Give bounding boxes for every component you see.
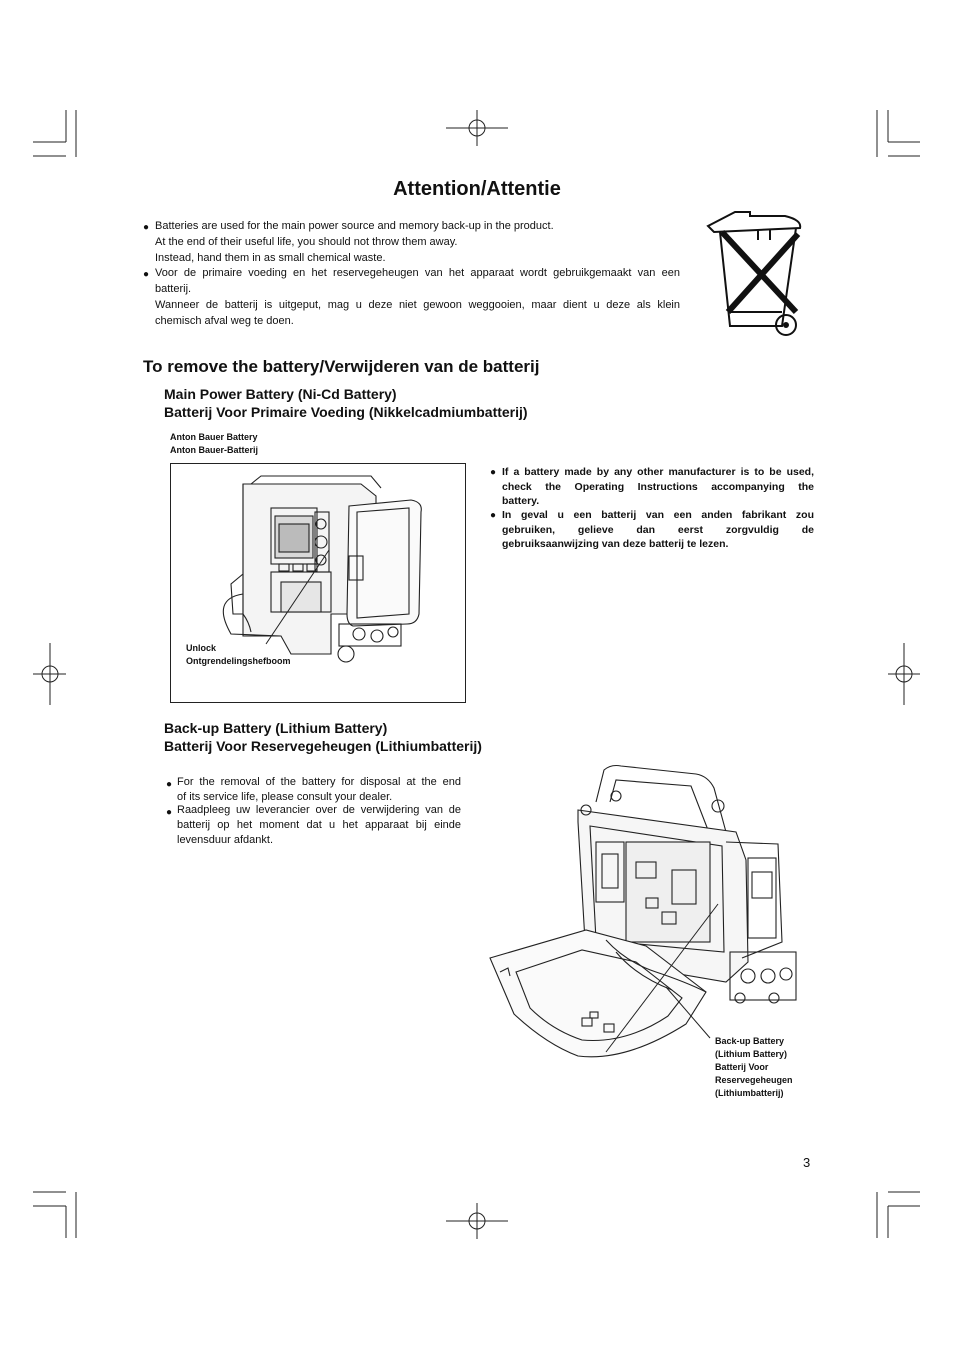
unlock-callout: Unlock Ontgrendelingshefboom	[186, 643, 291, 666]
bullet-marker: ●	[490, 467, 497, 478]
note-dealer-nl: Raadpleeg uw leverancier over de verwijdering van de batterij op het moment dat u het apparaat bij einde levensduur afdankt.	[177, 804, 461, 846]
figure-label: Anton Bauer Battery Anton Bauer-Batterij	[170, 432, 259, 455]
note-andere-fabrikant: In geval u een batterij van een anden fabrikant zou gebruiken, gelieve dan eerst zorgvuldig de gebruiksaanwijzing van deze batterij te lezen.	[502, 509, 814, 550]
note-other-manufacturer: If a battery made by any other manufacturer is to be used, check the Operating Instructions accompanying the battery.	[502, 466, 814, 507]
intro-item-nl: Voor de primaire voeding en het reservegeheugen van het apparaat wordt gebruikgemaakt van een batterij. Wanneer de batterij is uitgeput, mag u deze niet gewoon weggooien, maar dient u deze als klein chemisch afval weg te doen.	[155, 267, 680, 327]
section-heading: To remove the battery/Verwijderen van de batterij	[143, 357, 540, 376]
main-power-heading: Main Power Battery (Ni-Cd Battery) Batterij Voor Primaire Voeding (Nikkelcadmiumbatterij)	[164, 386, 528, 420]
crossed-out-wheelie-bin-icon	[700, 208, 810, 338]
intro-item-en: Batteries are used for the main power source and memory back-up in the product. At the end of their useful life, you should not throw them away. Instead, hand them in as small chemical waste.	[155, 220, 554, 264]
backup-battery-callout: Back-up Battery (Lithium Battery) Batterij Voor Reservegeheugen (Lithiumbatterij)	[715, 1036, 793, 1098]
bullet-marker: ●	[143, 222, 150, 233]
page-title: Attention/Attentie	[393, 178, 561, 200]
bullet-marker: ●	[166, 779, 173, 790]
page-number: 3	[803, 1155, 811, 1170]
open-camera-illustration	[486, 762, 806, 1072]
battery-figure-frame	[170, 463, 466, 703]
bullet-marker: ●	[166, 807, 173, 818]
backup-heading: Back-up Battery (Lithium Battery) Batterij Voor Reservegeheugen (Lithiumbatterij)	[164, 720, 482, 754]
bullet-marker: ●	[490, 510, 497, 521]
note-dealer-en: For the removal of the battery for disposal at the end of its service life, please consult your dealer.	[177, 776, 461, 803]
bullet-marker: ●	[143, 269, 150, 280]
